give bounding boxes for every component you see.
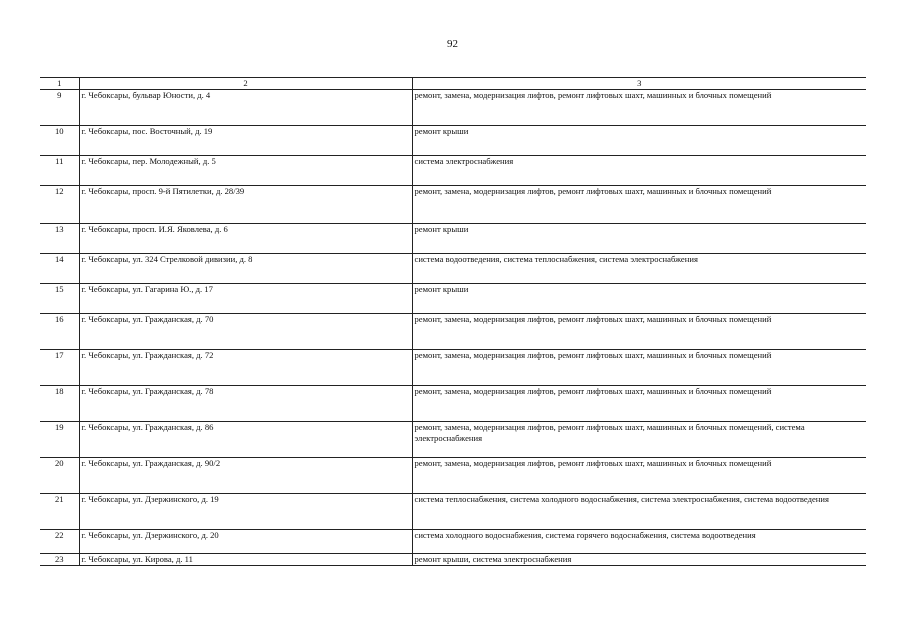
address-cell: г. Чебоксары, ул. Кирова, д. 11 bbox=[79, 554, 412, 566]
works-cell: ремонт крыши bbox=[412, 284, 866, 314]
houses-repair-table bbox=[40, 77, 866, 566]
row-number-cell: 12 bbox=[40, 186, 79, 224]
table-row bbox=[40, 126, 866, 156]
row-number-cell: 15 bbox=[40, 284, 79, 314]
works-cell: ремонт, замена, модернизация лифтов, ремонт лифтовых шахт, машинных и блочных помещений, система электроснабжения bbox=[412, 422, 866, 458]
works-cell: ремонт, замена, модернизация лифтов, ремонт лифтовых шахт, машинных и блочных помещений bbox=[412, 350, 866, 386]
table-row bbox=[40, 494, 866, 530]
row-number-cell: 18 bbox=[40, 386, 79, 422]
table-row bbox=[40, 530, 866, 554]
works-cell: ремонт, замена, модернизация лифтов, ремонт лифтовых шахт, машинных и блочных помещений bbox=[412, 458, 866, 494]
works-cell: ремонт, замена, модернизация лифтов, ремонт лифтовых шахт, машинных и блочных помещений bbox=[412, 386, 866, 422]
table-row bbox=[40, 186, 866, 224]
works-cell: система водоотведения, система теплоснабжения, система электроснабжения bbox=[412, 254, 866, 284]
row-number-cell: 14 bbox=[40, 254, 79, 284]
row-number-cell: 17 bbox=[40, 350, 79, 386]
address-cell: г. Чебоксары, ул. Дзержинского, д. 19 bbox=[79, 494, 412, 530]
works-cell: система электроснабжения bbox=[412, 156, 866, 186]
table-row bbox=[40, 458, 866, 494]
address-cell: г. Чебоксары, ул. Дзержинского, д. 20 bbox=[79, 530, 412, 554]
address-cell: г. Чебоксары, ул. 324 Стрелковой дивизии, д. 8 bbox=[79, 254, 412, 284]
address-cell: г. Чебоксары, ул. Гражданская, д. 72 bbox=[79, 350, 412, 386]
address-cell: г. Чебоксары, просп. 9-й Пятилетки, д. 28/39 bbox=[79, 186, 412, 224]
table-row bbox=[40, 224, 866, 254]
table-row bbox=[40, 386, 866, 422]
works-cell: ремонт крыши bbox=[412, 224, 866, 254]
row-number-cell: 16 bbox=[40, 314, 79, 350]
table-row bbox=[40, 284, 866, 314]
table-row bbox=[40, 254, 866, 284]
table-body bbox=[40, 90, 866, 566]
row-number-cell: 20 bbox=[40, 458, 79, 494]
row-number-cell: 22 bbox=[40, 530, 79, 554]
table-row bbox=[40, 422, 866, 458]
address-cell: г. Чебоксары, пос. Восточный, д. 19 bbox=[79, 126, 412, 156]
address-cell: г. Чебоксары, просп. И.Я. Яковлева, д. 6 bbox=[79, 224, 412, 254]
row-number-cell: 10 bbox=[40, 126, 79, 156]
address-cell: г. Чебоксары, ул. Гражданская, д. 90/2 bbox=[79, 458, 412, 494]
address-cell: г. Чебоксары, ул. Гагарина Ю., д. 17 bbox=[79, 284, 412, 314]
table-row bbox=[40, 554, 866, 566]
works-cell: ремонт крыши bbox=[412, 126, 866, 156]
column-header-address: 2 bbox=[79, 78, 412, 90]
table-row bbox=[40, 350, 866, 386]
works-cell: система холодного водоснабжения, система горячего водоснабжения, система водоотведения bbox=[412, 530, 866, 554]
address-cell: г. Чебоксары, пер. Молодежный, д. 5 bbox=[79, 156, 412, 186]
row-number-cell: 21 bbox=[40, 494, 79, 530]
column-header-number: 1 bbox=[40, 78, 79, 90]
address-cell: г. Чебоксары, ул. Гражданская, д. 86 bbox=[79, 422, 412, 458]
row-number-cell: 23 bbox=[40, 554, 79, 566]
row-number-cell: 19 bbox=[40, 422, 79, 458]
works-cell: система теплоснабжения, система холодного водоснабжения, система электроснабжения, система водоотведения bbox=[412, 494, 866, 530]
works-cell: ремонт, замена, модернизация лифтов, ремонт лифтовых шахт, машинных и блочных помещений bbox=[412, 314, 866, 350]
address-cell: г. Чебоксары, бульвар Юности, д. 4 bbox=[79, 90, 412, 126]
works-cell: ремонт, замена, модернизация лифтов, ремонт лифтовых шахт, машинных и блочных помещений bbox=[412, 186, 866, 224]
table-row bbox=[40, 90, 866, 126]
works-cell: ремонт, замена, модернизация лифтов, ремонт лифтовых шахт, машинных и блочных помещений bbox=[412, 90, 866, 126]
row-number-cell: 11 bbox=[40, 156, 79, 186]
table-row bbox=[40, 314, 866, 350]
table-row bbox=[40, 156, 866, 186]
address-cell: г. Чебоксары, ул. Гражданская, д. 78 bbox=[79, 386, 412, 422]
row-number-cell: 13 bbox=[40, 224, 79, 254]
row-number-cell: 9 bbox=[40, 90, 79, 126]
address-cell: г. Чебоксары, ул. Гражданская, д. 70 bbox=[79, 314, 412, 350]
page-number: 92 bbox=[447, 38, 458, 50]
column-header-works: 3 bbox=[412, 78, 866, 90]
works-cell: ремонт крыши, система электроснабжения bbox=[412, 554, 866, 566]
table-header-row bbox=[40, 78, 866, 90]
